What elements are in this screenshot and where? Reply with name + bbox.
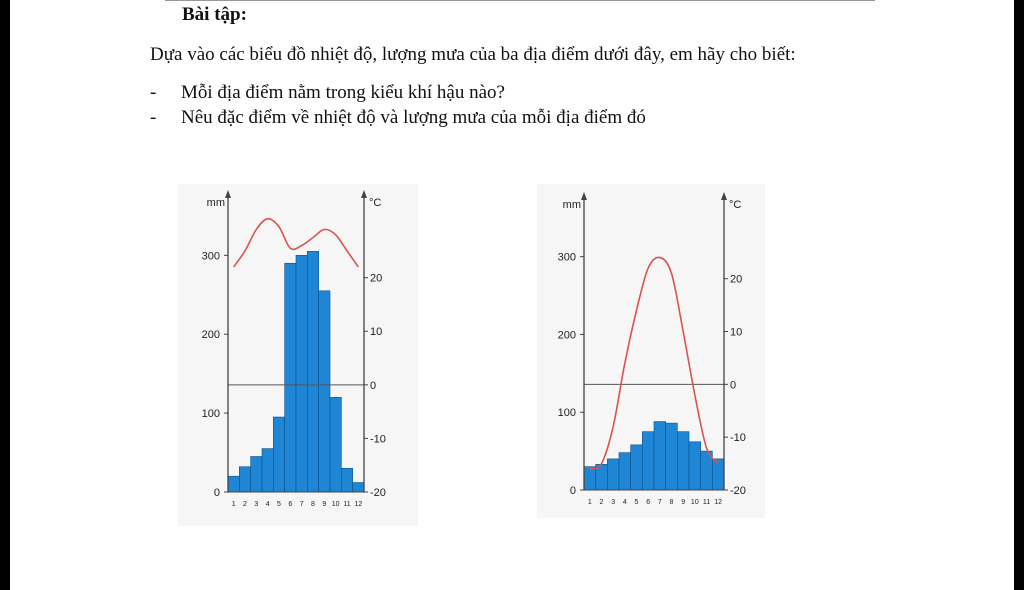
left-axis-arrow-icon xyxy=(581,192,587,200)
month-tick-label: 5 xyxy=(277,501,281,508)
precipitation-bar xyxy=(341,468,352,492)
month-tick-label: 4 xyxy=(265,501,270,508)
climate-chart-2-svg xyxy=(537,184,765,518)
bullet-dash: - xyxy=(150,82,157,103)
month-tick-label: 9 xyxy=(322,501,327,508)
month-tick-label: 11 xyxy=(343,501,351,508)
left-axis-tick-label: 100 xyxy=(557,407,576,420)
month-tick-label: 8 xyxy=(669,499,674,506)
left-axis-tick-label: 0 xyxy=(213,487,220,499)
month-tick-label: 5 xyxy=(634,499,639,506)
precipitation-bar xyxy=(239,467,250,492)
month-tick-label: 8 xyxy=(311,501,315,508)
precipitation-bar xyxy=(631,445,643,490)
month-tick-label: 6 xyxy=(646,499,651,506)
precipitation-bar xyxy=(319,291,330,492)
right-axis-tick-label: -10 xyxy=(730,432,746,445)
right-axis-tick-label: 20 xyxy=(730,273,743,286)
month-tick-label: 11 xyxy=(702,499,711,506)
climate-chart-1-svg xyxy=(178,184,418,526)
right-axis-arrow-icon xyxy=(721,192,727,200)
left-axis-tick-label: 300 xyxy=(557,251,576,264)
right-axis-tick-label: 10 xyxy=(370,326,383,339)
precipitation-bar xyxy=(689,442,701,490)
question-text: Nêu đặc điểm về nhiệt độ và lượng mưa của mỗi địa điểm đó xyxy=(181,107,646,128)
exercise-heading: Bài tập: xyxy=(182,4,247,25)
month-tick-label: 1 xyxy=(587,499,592,506)
month-tick-label: 10 xyxy=(331,501,340,508)
month-tick-label: 2 xyxy=(243,501,247,508)
question-list xyxy=(150,82,646,132)
bullet-dash: - xyxy=(150,107,157,128)
left-axis-tick-label: 200 xyxy=(557,329,576,342)
climate-chart-2 xyxy=(537,184,765,518)
precipitation-bar xyxy=(307,251,318,492)
precipitation-bar xyxy=(353,483,364,492)
right-axis-unit: °C xyxy=(369,197,382,209)
right-axis-tick-label: 0 xyxy=(730,379,737,392)
right-black-border xyxy=(1014,0,1024,590)
left-axis-tick-label: 0 xyxy=(569,485,576,497)
right-axis-tick-label: -20 xyxy=(370,487,386,499)
top-rule xyxy=(165,0,875,1)
left-axis-unit: mm xyxy=(206,197,225,209)
month-tick-label: 9 xyxy=(681,499,686,506)
left-axis-arrow-icon xyxy=(225,190,231,198)
question-item xyxy=(150,107,646,132)
precipitation-bar xyxy=(666,423,678,490)
right-axis-tick-label: 10 xyxy=(730,326,743,339)
right-axis-tick-label: 20 xyxy=(370,272,383,285)
left-black-border xyxy=(0,0,10,590)
right-axis-tick-label: -10 xyxy=(370,433,386,446)
month-tick-label: 4 xyxy=(622,499,627,506)
right-axis-unit: °C xyxy=(729,199,742,211)
precipitation-bar xyxy=(330,397,341,492)
month-tick-label: 12 xyxy=(354,501,363,508)
left-axis-tick-label: 200 xyxy=(201,329,220,342)
right-axis-tick-label: -20 xyxy=(730,485,746,497)
precipitation-bar xyxy=(262,449,273,492)
left-axis-tick-label: 300 xyxy=(201,250,220,263)
month-tick-label: 6 xyxy=(288,501,293,508)
month-tick-label: 3 xyxy=(611,499,616,506)
exercise-intro: Dựa vào các biểu đồ nhiệt độ, lượng mưa của ba địa điểm dưới đây, em hãy cho biết: xyxy=(150,44,796,65)
climate-chart-1 xyxy=(178,184,418,526)
precipitation-bar xyxy=(584,467,596,490)
month-tick-label: 10 xyxy=(690,499,699,506)
precipitation-bar xyxy=(619,453,631,490)
precipitation-bar xyxy=(654,422,666,490)
right-axis-tick-label: 0 xyxy=(370,379,377,392)
precipitation-bar xyxy=(285,263,296,492)
month-tick-label: 2 xyxy=(599,499,604,506)
precipitation-bar xyxy=(642,432,654,490)
month-tick-label: 7 xyxy=(657,499,662,506)
month-tick-label: 3 xyxy=(254,501,259,508)
month-tick-label: 1 xyxy=(231,501,236,508)
left-axis-tick-label: 100 xyxy=(201,408,220,421)
precipitation-bar xyxy=(677,432,689,490)
precipitation-bar xyxy=(296,255,307,492)
precipitation-bar xyxy=(607,459,619,490)
precipitation-bar xyxy=(251,457,262,493)
right-axis-arrow-icon xyxy=(361,190,367,198)
precipitation-bar xyxy=(273,417,284,492)
question-item xyxy=(150,82,646,107)
question-text: Mỗi địa điểm nằm trong kiểu khí hậu nào? xyxy=(181,82,505,103)
month-tick-label: 7 xyxy=(299,501,304,508)
precipitation-bar xyxy=(228,476,239,492)
left-axis-unit: mm xyxy=(562,199,581,211)
month-tick-label: 12 xyxy=(714,499,723,506)
